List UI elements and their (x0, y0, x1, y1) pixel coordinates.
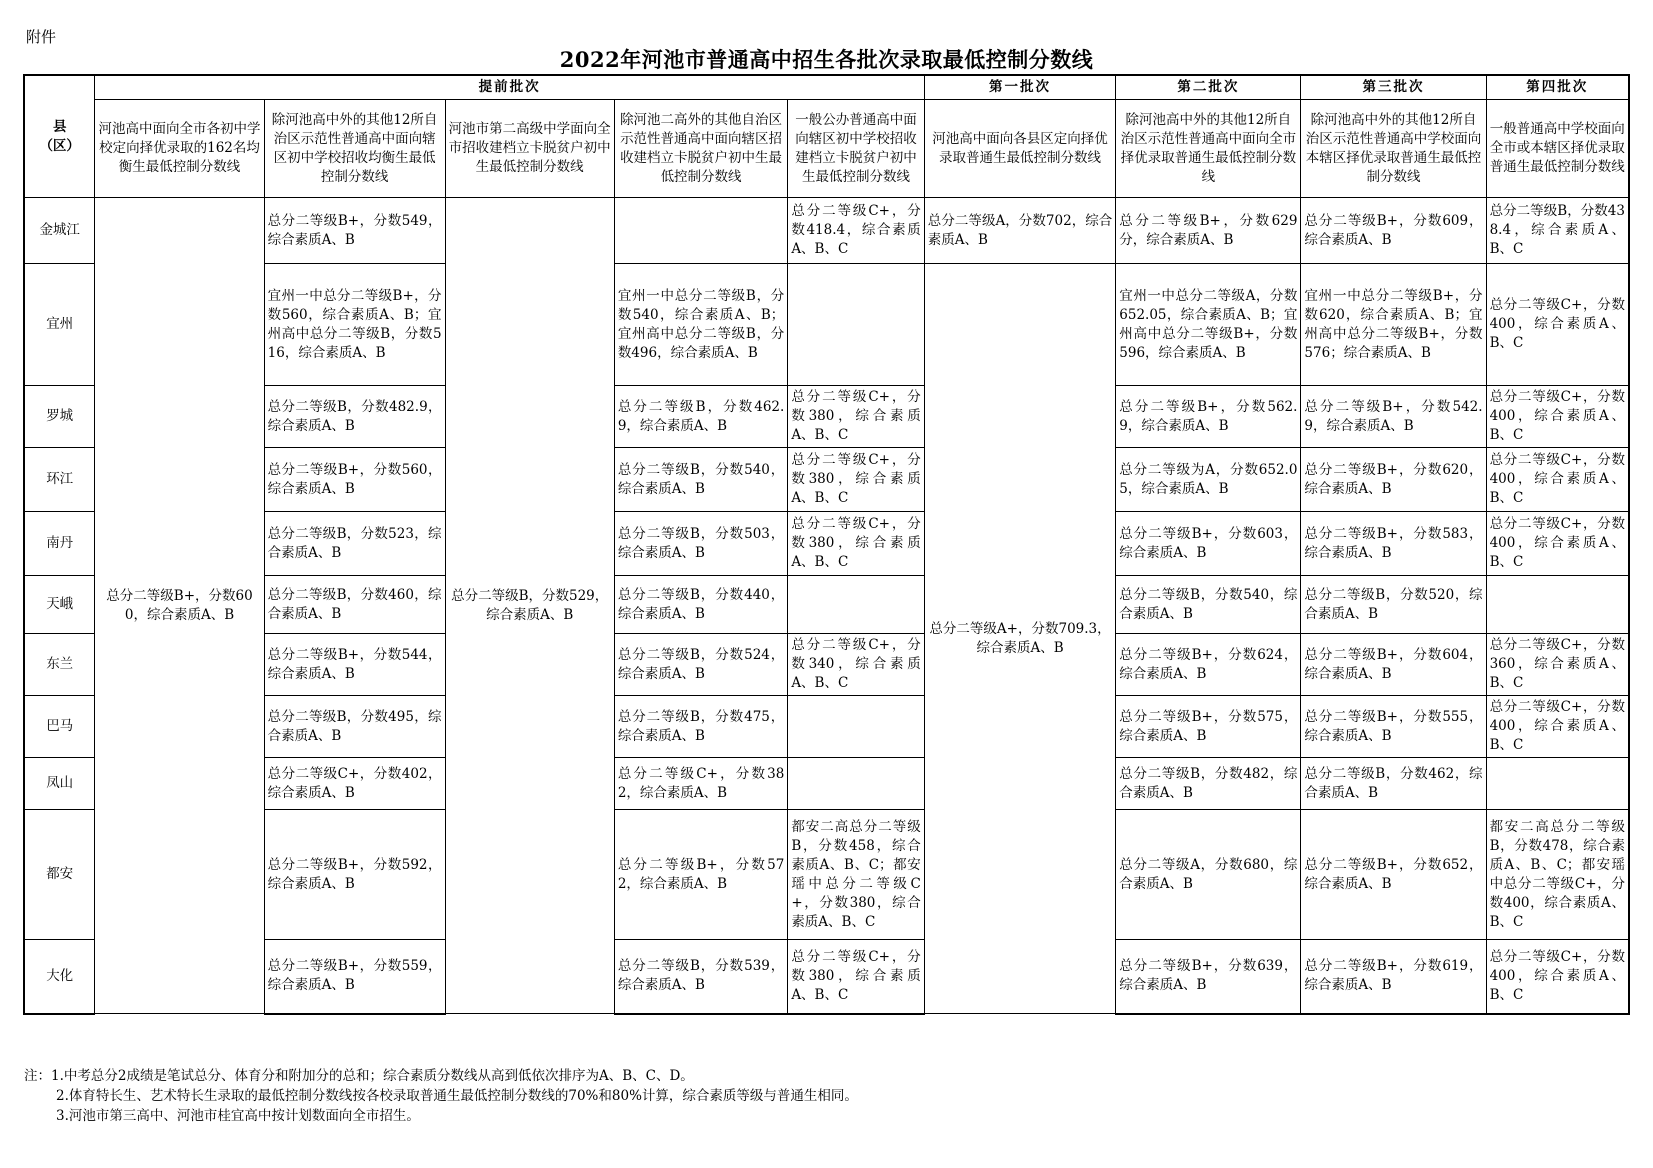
county-name: 环江 (24, 448, 95, 512)
score-cell-col2: 总分二等级B+，分数592，综合素质A、B (264, 810, 445, 940)
score-cell-col8: 总分二等级B，分数462，综合素质A、B (1301, 758, 1486, 810)
page-title: 2022年河池市普通高中招生各批次录取最低控制分数线 (559, 47, 1094, 72)
score-cell-col5: 总分二等级C+，分数380，综合素质A、B、C (788, 386, 924, 448)
column-header-4: 除河池二高外的其他自治区示范性普通高中面向辖区招收建档立卡脱贫户初中生最低控制分数线 (614, 100, 788, 198)
table-row (24, 696, 1629, 758)
merged-cell-col6: 总分二等级A+，分数709.3，综合素质A、B (924, 264, 1115, 1014)
column-header-5: 一般公办普通高中面向辖区初中学校招收建档立卡脱贫户初中生最低控制分数线 (788, 100, 924, 198)
county-name: 宜州 (24, 264, 95, 386)
table-row (24, 264, 1629, 386)
county-header-line1: 县 (52, 118, 67, 135)
score-cell-col2: 总分二等级B，分数482.9，综合素质A、B (264, 386, 445, 448)
score-cell-col9: 总分二等级C+，分数400，综合素质A、B、C (1486, 386, 1629, 448)
table-row (24, 634, 1629, 696)
group-second-batch: 第二批次 (1116, 75, 1301, 100)
score-cell-col8: 总分二等级B+，分数604，综合素质A、B (1301, 634, 1486, 696)
score-cell-col5: 总分二等级C+，分数380，综合素质A、B、C (788, 448, 924, 512)
score-cell-col2: 总分二等级B+，分数549，综合素质A、B (264, 198, 445, 264)
score-cell-col2: 总分二等级B，分数460，综合素质A、B (264, 576, 445, 634)
score-cell-col4: 总分二等级B，分数539，综合素质A、B (614, 940, 788, 1014)
score-cell-col9: 总分二等级B，分数438.4，综合素质A、B、C (1486, 198, 1629, 264)
score-cell-col5 (788, 576, 924, 634)
score-cell-col2: 总分二等级B，分数523，综合素质A、B (264, 512, 445, 576)
score-cell-col7: 总分二等级A，分数680，综合素质A、B (1116, 810, 1301, 940)
score-cell-col5: 总分二等级C+，分数380，综合素质A、B、C (788, 940, 924, 1014)
score-cell-col2: 总分二等级B+，分数544，综合素质A、B (264, 634, 445, 696)
score-cell-col9: 都安二高总分二等级B，分数478，综合素质A、B、C；都安瑶中总分二等级C+，分数400，综合素质A、B、C (1486, 810, 1629, 940)
county-header-line2: （区） (39, 137, 80, 154)
score-cell-col4: 总分二等级C+，分数382，综合素质A、B (614, 758, 788, 810)
score-cell-col9 (1486, 576, 1629, 634)
score-cell-col2: 总分二等级B，分数495，综合素质A、B (264, 696, 445, 758)
score-cell-col8: 总分二等级B+，分数542.9，综合素质A、B (1301, 386, 1486, 448)
score-cell-col2: 总分二等级C+，分数402，综合素质A、B (264, 758, 445, 810)
county-name: 天峨 (24, 576, 95, 634)
column-header-6: 河池高中面向各县区定向择优录取普通生最低控制分数线 (924, 100, 1115, 198)
score-cell-col9: 总分二等级C+，分数400，综合素质A、B、C (1486, 512, 1629, 576)
score-cell-col8: 总分二等级B+，分数652，综合素质A、B (1301, 810, 1486, 940)
score-cell-col4 (614, 198, 788, 264)
score-cell-col8: 总分二等级B，分数520，综合素质A、B (1301, 576, 1486, 634)
table-row (24, 758, 1629, 810)
score-cell-col4: 总分二等级B，分数503，综合素质A、B (614, 512, 788, 576)
table-row (24, 810, 1629, 940)
table-row (24, 386, 1629, 448)
score-cell-col7: 总分二等级B+，分数562.9，综合素质A、B (1116, 386, 1301, 448)
score-cell-col7: 总分二等级为A，分数652.05，综合素质A、B (1116, 448, 1301, 512)
column-header-8: 除河池高中外的其他12所自治区示范性普通高中学校面向本辖区择优录取普通生最低控制分数线 (1301, 100, 1486, 198)
county-name: 金城江 (24, 198, 95, 264)
table-row (24, 940, 1629, 1014)
score-cell-col5: 总分二等级C+，分数340，综合素质A、B、C (788, 634, 924, 696)
score-cell-col4: 总分二等级B，分数540，综合素质A、B (614, 448, 788, 512)
score-cell-col7: 宜州一中总分二等级A，分数652.05，综合素质A、B；宜州高中总分二等级B+，分数596，综合素质A、B (1116, 264, 1301, 386)
score-cell-col8: 宜州一中总分二等级B+，分数620，综合素质A、B；宜州高中总分二等级B+，分数576；综合素质A、B (1301, 264, 1486, 386)
score-cell-col7: 总分二等级B+，分数624，综合素质A、B (1116, 634, 1301, 696)
score-cell-col8: 总分二等级B+，分数583，综合素质A、B (1301, 512, 1486, 576)
note-1: 注：1.中考总分2成绩是笔试总分、体育分和附加分的总和；综合素质分数线从高到低依次排序为A、B、C、D。 (24, 1068, 694, 1084)
score-cell-col9: 总分二等级C+，分数360，综合素质A、B、C (1486, 634, 1629, 696)
score-cell-col5: 都安二高总分二等级B，分数458，综合素质A、B、C；都安瑶中总分二等级C+，分数380，综合素质A、B、C (788, 810, 924, 940)
score-cell-col4: 宜州一中总分二等级B，分数540，综合素质A、B；宜州高中总分二等级B，分数496，综合素质A、B (614, 264, 788, 386)
note-2: 2.体育特长生、艺术特长生录取的最低控制分数线按各校录取普通生最低控制分数线的70%和80%计算，综合素质等级与普通生相同。 (56, 1088, 858, 1104)
score-cell-col8: 总分二等级B+，分数619，综合素质A、B (1301, 940, 1486, 1014)
column-header-3: 河池市第二高级中学面向全市招收建档立卡脱贫户初中生最低控制分数线 (445, 100, 614, 198)
score-cell-col9: 总分二等级C+，分数400，综合素质A、B、C (1486, 448, 1629, 512)
score-cell-col4: 总分二等级B，分数475，综合素质A、B (614, 696, 788, 758)
county-name: 罗城 (24, 386, 95, 448)
merged-cell-col3: 总分二等级B，分数529，综合素质A、B (445, 198, 614, 1014)
table-row (24, 198, 1629, 264)
county-name: 巴马 (24, 696, 95, 758)
score-cell-col9: 总分二等级C+，分数400，综合素质A、B、C (1486, 264, 1629, 386)
score-cell-col5 (788, 758, 924, 810)
score-cell-col4: 总分二等级B，分数462.9，综合素质A、B (614, 386, 788, 448)
score-cell-col2: 宜州一中总分二等级B+，分数560，综合素质A、B；宜州高中总分二等级B，分数516，综合素质A、B (264, 264, 445, 386)
score-cell-col7: 总分二等级B+，分数629分，综合素质A、B (1116, 198, 1301, 264)
county-name: 凤山 (24, 758, 95, 810)
score-cell-col9 (1486, 758, 1629, 810)
score-cell-col8: 总分二等级B+，分数609，综合素质A、B (1301, 198, 1486, 264)
score-cell-col4: 总分二等级B，分数524，综合素质A、B (614, 634, 788, 696)
score-cell-col5 (788, 696, 924, 758)
county-header (24, 75, 95, 198)
score-cell-col7: 总分二等级B+，分数639，综合素质A、B (1116, 940, 1301, 1014)
column-header-2: 除河池高中外的其他12所自治区示范性普通高中面向辖区初中学校招收均衡生最低控制分数线 (264, 100, 445, 198)
county-name: 大化 (24, 940, 95, 1014)
table-row (24, 576, 1629, 634)
score-cell-col7: 总分二等级B+，分数603，综合素质A、B (1116, 512, 1301, 576)
group-third-batch: 第三批次 (1301, 75, 1486, 100)
score-cell-col5: 总分二等级C+，分数418.4，综合素质A、B、C (788, 198, 924, 264)
note-3: 3.河池市第三高中、河池市桂宜高中按计划数面向全市招生。 (56, 1108, 420, 1124)
score-cell-col5: 总分二等级C+，分数380，综合素质A、B、C (788, 512, 924, 576)
county-name: 南丹 (24, 512, 95, 576)
score-cell-col7: 总分二等级B，分数482，综合素质A、B (1116, 758, 1301, 810)
table-row (24, 512, 1629, 576)
notes (24, 1066, 858, 1126)
column-header-7: 除河池高中外的其他12所自治区示范性普通高中面向全市择优录取普通生最低控制分数线 (1116, 100, 1301, 198)
score-cell-col9: 总分二等级C+，分数400，综合素质A、B、C (1486, 696, 1629, 758)
column-header-9: 一般普通高中学校面向全市或本辖区择优录取普通生最低控制分数线 (1486, 100, 1629, 198)
score-cell-col9: 总分二等级C+，分数400，综合素质A、B、C (1486, 940, 1629, 1014)
merged-cell-col1: 总分二等级B+，分数600，综合素质A、B (95, 198, 264, 1014)
group-first-batch: 第一批次 (924, 75, 1115, 100)
column-header-1: 河池高中面向全市各初中学校定向择优录取的162名均衡生最低控制分数线 (95, 100, 264, 198)
table-row (24, 448, 1629, 512)
score-cell-col7: 总分二等级B，分数540，综合素质A、B (1116, 576, 1301, 634)
county-name: 东兰 (24, 634, 95, 696)
score-cell-col8: 总分二等级B+，分数555，综合素质A、B (1301, 696, 1486, 758)
score-cell-col4: 总分二等级B，分数440，综合素质A、B (614, 576, 788, 634)
score-cell-col2: 总分二等级B+，分数559，综合素质A、B (264, 940, 445, 1014)
group-advance-batch: 提前批次 (95, 75, 924, 100)
score-cell-col7: 总分二等级B+，分数575，综合素质A、B (1116, 696, 1301, 758)
score-cell-col4: 总分二等级B+，分数572，综合素质A、B (614, 810, 788, 940)
county-name: 都安 (24, 810, 95, 940)
group-fourth-batch: 第四批次 (1486, 75, 1629, 100)
score-cell-col6: 总分二等级A，分数702，综合素质A、B (924, 198, 1115, 264)
score-table (23, 74, 1630, 1015)
score-cell-col2: 总分二等级B+，分数560，综合素质A、B (264, 448, 445, 512)
score-cell-col5 (788, 264, 924, 386)
score-cell-col8: 总分二等级B+，分数620，综合素质A、B (1301, 448, 1486, 512)
attachment-label: 附件 (26, 28, 57, 46)
